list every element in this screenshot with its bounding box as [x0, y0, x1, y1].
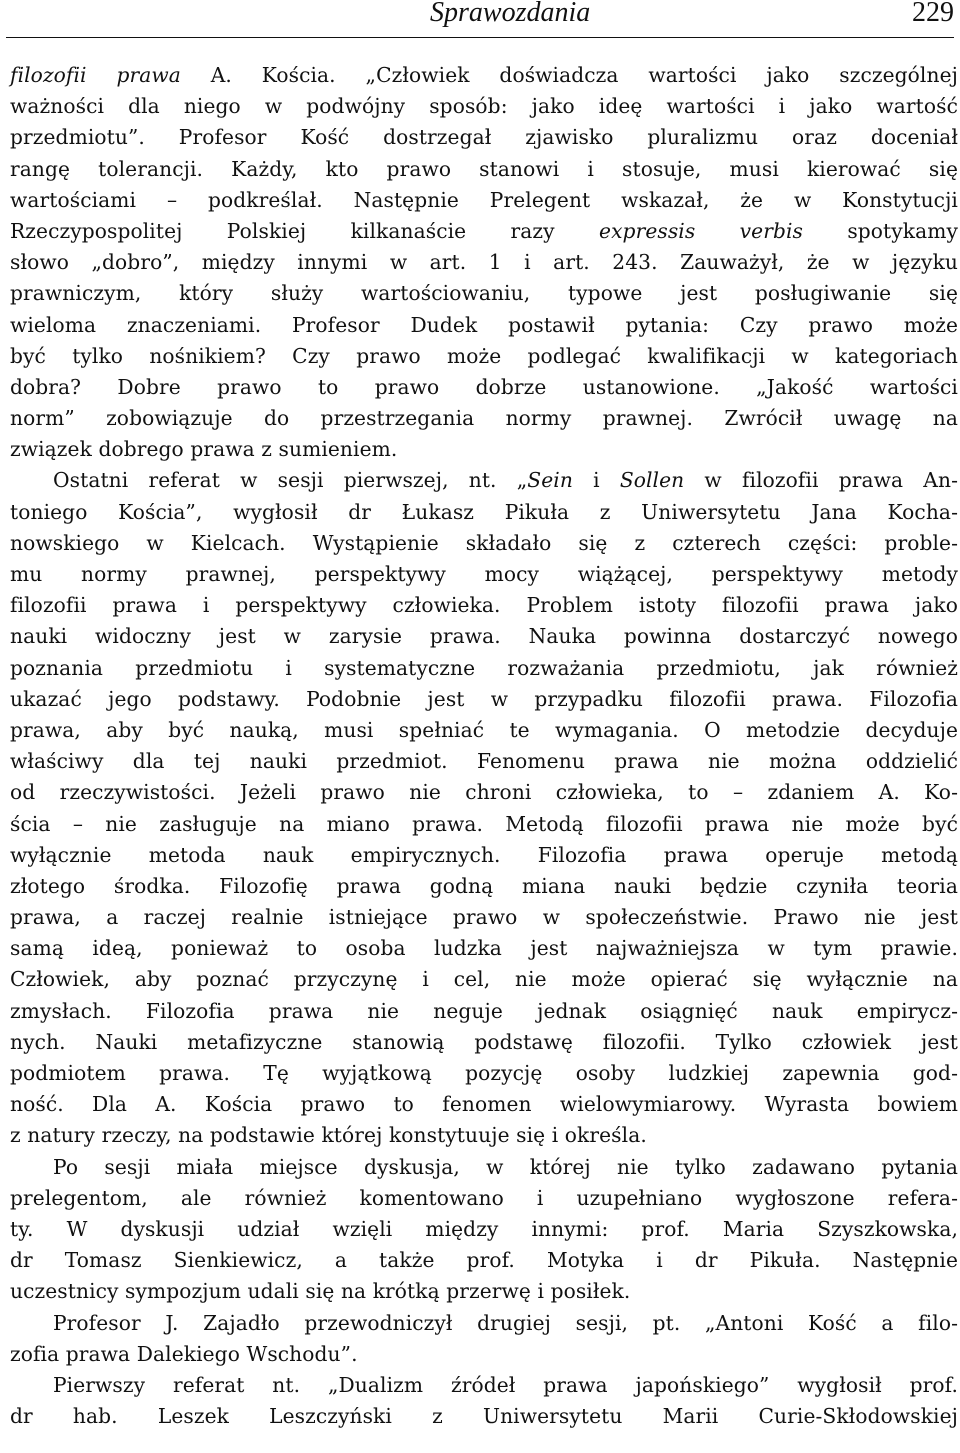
text-segment: uczestnicy sympozjum udali się na krótką przerwę i posiłek.	[10, 1279, 631, 1304]
text-line	[10, 746, 958, 777]
text-line	[10, 653, 958, 684]
text-segment: być tylko nośnikiem? Czy prawo może podlegać kwalifikacji w kategoriach	[10, 343, 958, 368]
text-line	[10, 1089, 958, 1120]
text-segment: nauki widoczny jest w zarysie prawa. Nauka powinna dostarczyć nowego	[10, 624, 958, 649]
text-segment: wartościami – podkreślał. Następnie Prelegent wskazał, że w Konstytucji	[10, 187, 958, 212]
text-segment: ukazać jego podstawy. Podobnie jest w przypadku filozofii prawa. Filozofia	[10, 686, 958, 711]
text-line	[10, 809, 958, 840]
text-line	[10, 1027, 958, 1058]
text-line	[10, 372, 958, 403]
text-line	[10, 964, 958, 995]
text-segment: wieloma znaczeniami. Profesor Dudek postawił pytania: Czy prawo może	[10, 312, 958, 337]
text-segment: nych. Nauki metafizyczne stanowią podstawę filozofii. Tylko człowiek jest	[10, 1029, 958, 1054]
text-line	[10, 154, 958, 185]
text-segment: filozofii prawa i perspektywy człowieka. Problem istoty filozofii prawa jako	[10, 593, 958, 618]
text-line	[10, 434, 958, 465]
text-line	[10, 216, 958, 247]
text-segment: z natury rzeczy, na podstawie której konstytuuje się i określa.	[10, 1123, 647, 1148]
text-line	[10, 1152, 958, 1183]
text-segment: w filozofii prawa An-	[684, 468, 958, 493]
text-segment: ty. W dyskusji udział wzięli między innymi: prof. Maria Szyszkowska,	[10, 1216, 958, 1241]
text-segment: expressis verbis	[599, 218, 803, 243]
text-segment: norm” zobowiązuje do przestrzegania normy prawnej. Zwrócił uwagę na	[10, 406, 958, 431]
text-segment: ność. Dla A. Kościa prawo to fenomen wielowymiarowy. Wyrasta bowiem	[10, 1092, 958, 1117]
text-line	[10, 247, 958, 278]
text-segment: prawa, aby być nauką, musi spełniać te wymagania. O metodzie decyduje	[10, 717, 958, 742]
text-segment: Pierwszy referat nt. „Dualizm źródeł prawa japońskiego” wygłosił prof.	[53, 1372, 958, 1397]
text-segment: złotego środka. Filozofię prawa godną miana nauki będzie czyniła teoria	[10, 873, 958, 898]
text-segment: A. Kościa. „Człowiek doświadcza wartości jako szczególnej	[180, 63, 958, 87]
text-segment: zofia prawa Dalekiego Wschodu”.	[10, 1341, 358, 1366]
text-line	[10, 715, 958, 746]
text-line	[10, 278, 958, 309]
page-number: 229	[912, 0, 954, 28]
text-line	[10, 777, 958, 808]
text-segment: prawniczym, który służy wartościowaniu, typowe jest posługiwanie się	[10, 281, 958, 306]
text-segment: dr hab. Leszek Leszczyński z Uniwersytetu Marii Curie-Skłodowskiej	[10, 1404, 958, 1429]
text-segment: podmiotem prawa. Tę wyjątkową pozycję osoby ludzkiej zapewnia god-	[10, 1061, 958, 1085]
text-segment: i	[572, 468, 620, 493]
text-line	[10, 590, 958, 621]
text-segment: Rzeczypospolitej Polskiej kilkanaście razy	[10, 218, 600, 243]
text-segment: związek dobrego prawa z sumieniem.	[10, 437, 398, 462]
text-segment: Sollen	[619, 468, 685, 493]
text-line	[10, 684, 958, 715]
text-line	[10, 60, 958, 91]
text-line	[10, 1308, 958, 1339]
section-title: Sprawozdania	[430, 0, 591, 28]
text-line	[10, 185, 958, 216]
text-segment: zmysłach. Filozofia prawa nie neguje jednak osiągnięć nauk empirycz-	[10, 998, 958, 1023]
text-line	[10, 1120, 958, 1151]
text-line	[10, 528, 958, 559]
text-segment: przedmiotu”. Profesor Kość dostrzegał zjawisko pluralizmu oraz doceniał	[10, 125, 958, 150]
text-line	[10, 122, 958, 153]
text-segment: filozofii prawa	[10, 63, 181, 87]
text-segment: spotykamy	[802, 218, 958, 243]
running-header	[0, 0, 960, 38]
text-line	[10, 1245, 958, 1276]
header-rule	[6, 37, 954, 38]
text-segment: ważności dla niego w podwójny sposób: jako ideę wartości i jako wartość	[10, 94, 958, 119]
text-segment: słowo „dobro”, między innymi w art. 1 i art. 243. Zauważył, że w języku	[10, 250, 958, 275]
text-segment: prelegentom, ale również komentowano i uzupełniano wygłoszone refera-	[10, 1185, 958, 1210]
text-line	[10, 1339, 958, 1370]
text-line	[10, 840, 958, 871]
text-line	[10, 902, 958, 933]
text-segment: Profesor J. Zajadło przewodniczył drugiej sesji, pt. „Antoni Kość a filo-	[53, 1310, 958, 1335]
text-segment: ścia – nie zasługuje na miano prawa. Metodą filozofii prawa nie może być	[10, 811, 958, 836]
text-segment: dr Tomasz Sienkiewicz, a także prof. Motyka i dr Pikuła. Następnie	[10, 1248, 958, 1273]
text-segment: mu normy prawnej, perspektywy mocy wiążącej, perspektywy metody	[10, 562, 958, 586]
text-line	[10, 403, 958, 434]
text-segment: dobra? Dobre prawo to prawo dobrze ustanowione. „Jakość wartości	[10, 374, 958, 399]
text-line	[10, 871, 958, 902]
text-segment: Ostatni referat w sesji pierwszej, nt. „	[53, 468, 528, 493]
text-line	[10, 996, 958, 1027]
text-segment: prawa, a raczej realnie istniejące prawo w społeczeństwie. Prawo nie jest	[10, 905, 958, 930]
text-segment: nowskiego w Kielcach. Wystąpienie składało się z czterech części: proble-	[10, 530, 958, 555]
text-line	[10, 621, 958, 652]
text-line	[10, 1370, 958, 1401]
text-segment: rangę tolerancji. Każdy, kto prawo stanowi i stosuje, musi kierować się	[10, 156, 958, 181]
text-segment: poznania przedmiotu i systematyczne rozważania przedmiotu, jak również	[10, 655, 958, 680]
text-line	[10, 933, 958, 964]
text-line	[10, 1401, 958, 1432]
text-line	[10, 559, 958, 590]
text-segment: wyłącznie metoda nauk empirycznych. Filozofia prawa operuje metodą	[10, 842, 958, 867]
text-line	[10, 1058, 958, 1089]
text-segment: toniego Kościa”, wygłosił dr Łukasz Pikuła z Uniwersytetu Jana Kocha-	[10, 499, 958, 524]
body-text	[10, 60, 958, 1432]
text-line	[10, 91, 958, 122]
text-segment: samą ideą, ponieważ to osoba ludzka jest najważniejsza w tym prawie.	[10, 936, 958, 961]
text-line	[10, 497, 958, 528]
text-segment: Po sesji miała miejsce dyskusja, w której nie tylko zadawano pytania	[53, 1154, 958, 1179]
text-line	[10, 1214, 958, 1245]
text-segment: Człowiek, aby poznać przyczynę i cel, nie może opierać się wyłącznie na	[10, 967, 958, 992]
text-line	[10, 1276, 958, 1307]
text-line	[10, 465, 958, 496]
text-segment: Sein	[527, 468, 573, 493]
text-line	[10, 310, 958, 341]
text-segment: od rzeczywistości. Jeżeli prawo nie chroni człowieka, to – zdaniem A. Ko-	[10, 780, 958, 805]
text-segment: właściwy dla tej nauki przedmiot. Fenomenu prawa nie można oddzielić	[10, 749, 958, 774]
text-line	[10, 341, 958, 372]
text-line	[10, 1183, 958, 1214]
